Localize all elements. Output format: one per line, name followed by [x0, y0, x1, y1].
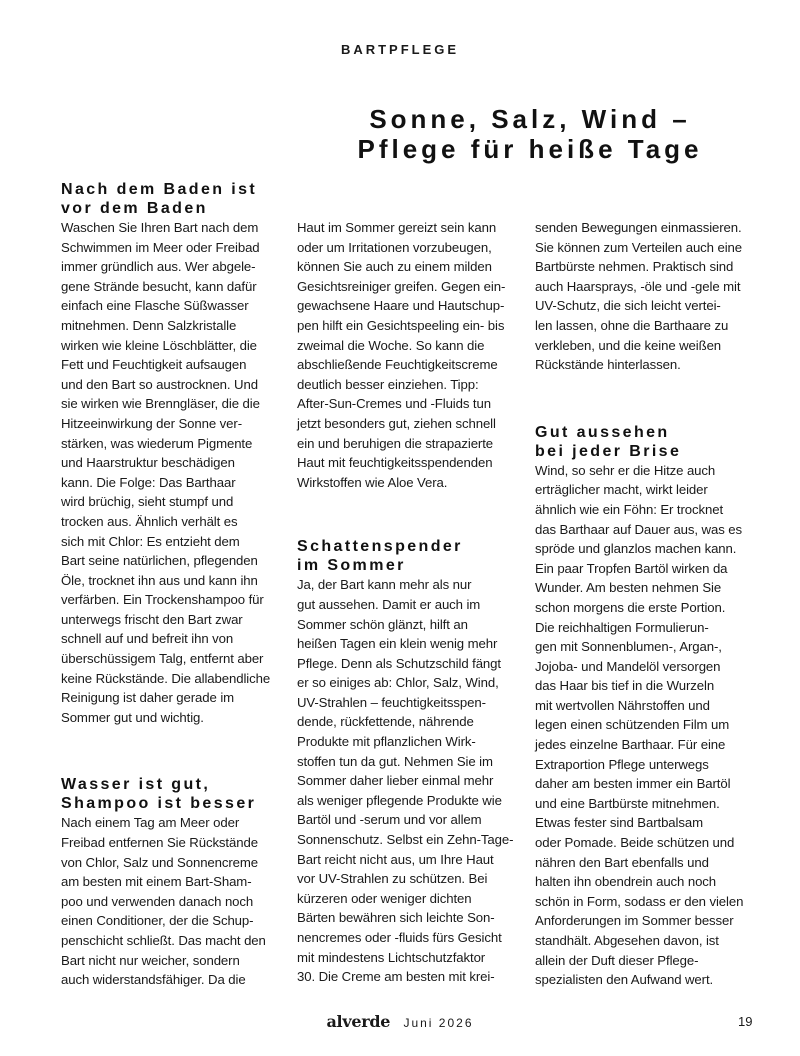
body-baden: Waschen Sie Ihren Bart nach dem Schwimmen im Meer oder Freibad immer gründlich aus. Wer abgele- gene Strände besucht, kann dafür einfach eine Flasche Süßwasser mitnehmen. Denn Salzkristalle wirken wie kleine Löschblätter, die Fett und Feuchtigkeit aufsaugen und den Bart so austrocknen. Und sie wirken wie Brenngläser, die die Hitzeeinwirkung der Sonne ver- stärken, was wiederum Pigmente und Haarstruktur beschädigen kann. Die Folge: Das Barthaar wird brüchig, sieht stumpf und trocken aus. Ähnlich verhält es sich mit Chlor: Es entzieht dem Bart seine natürlichen, pflegenden Öle, trocknet ihn aus und kann ihn verfärben. Ein Trockenshampoo für unterwegs frischt den Bart zwar schnell auf und befreit ihn von überschüssigem Talg, entfernt aber keine Rückstände. Die allabendliche Reinigung ist daher gerade im Sommer gut und wichtig.	[61, 220, 271, 725]
issue-date: Juni 2026	[403, 1016, 474, 1030]
subhead-brise: Gut aussehen bei jeder Brise	[535, 423, 682, 460]
subhead-wasser: Wasser ist gut, Shampoo ist besser	[61, 776, 257, 813]
page-footer	[0, 1012, 800, 1031]
headline-line-1: Sonne, Salz, Wind –	[369, 104, 691, 134]
body-wasser: Nach einem Tag am Meer oder Freibad entfernen Sie Rückstände von Chlor, Salz und Sonnencreme am besten mit einem Bart-Sham- poo und verwenden danach noch einen Conditioner, der die Schup- penschicht schließt. Das macht den Bart nicht nur weicher, sondern auch widerstandsfähiger. Da die	[61, 815, 266, 988]
body-brise: Wind, so sehr er die Hitze auch erträglicher macht, wirkt leider ähnlich wie ein Föhn: Er trocknet das Barthaar auf Dauer aus, was es spröde und glanzlos machen kann. Ein paar Tropfen Bartöl wirken da Wunder. Am besten nehmen Sie schon morgens die erste Portion. Die reichhaltigen Formulierun- gen mit Sonnenblumen-, Argan-, Jojoba- und Mandelöl versorgen das Haar bis tief in die Wurzeln mit wertvollen Nährstoffen und legen einen schützenden Film um jedes einzelne Barthaar. Für eine Extraportion Pflege unterwegs daher am besten immer ein Bartöl und eine Bartbürste mitnehmen. Etwas fester sind Bartbalsam oder Pomade. Beide schützen und nähren den Bart ebenfalls und halten ihn obendrein auch noch schön in Form, sodass er den vielen Anforderungen im Sommer besser standhält. Abgesehen davon, ist allein der Duft dieser Pflege- spezialisten den Aufwand wert.	[535, 462, 744, 988]
column-middle	[297, 218, 522, 987]
column-left	[61, 180, 286, 990]
body-col2-continued: Haut im Sommer gereizt sein kann oder um Irritationen vorzubeugen, können Sie auch zu einem milden Gesichtsreiniger greifen. Gegen ein- gewachsene Haare und Hautschup- pen hilft ein Gesichtspeeling ein- bis zweimal die Woche. So kann die abschließende Feuchtigkeitscreme deutlich besser einziehen. Tipp: After-Sun-Cremes und -Fluids tun jetzt besonders gut, ziehen schnell ein und beruhigen die strapazierte Haut mit feuchtigkeitsspendenden Wirkstoffen wie Aloe Vera.	[297, 220, 506, 490]
article-headline	[330, 104, 730, 164]
page-number: 19	[738, 1014, 753, 1029]
subhead-baden: Nach dem Baden ist vor dem Baden	[61, 181, 258, 217]
section-kicker: BARTPFLEGE	[340, 42, 460, 57]
body-col3-continued: senden Bewegungen einmassieren. Sie können zum Verteilen auch eine Bartbürste nehmen. Praktisch sind auch Haarsprays, -öle und -gele mit UV-Schutz, die sich leicht vertei- len lassen, ohne die Barthaare zu verkleben, und die keine weißen Rückstände hinterlassen.	[535, 220, 743, 373]
headline-line-2: Pflege für heiße Tage	[357, 134, 703, 164]
body-schatten: Ja, der Bart kann mehr als nur gut aussehen. Damit er auch im Sommer schön glänzt, hilft an heißen Tagen ein klein wenig mehr Pflege. Denn als Schutzschild fängt er so einiges ab: Chlor, Salz, Wind, UV-Strahlen – feuchtigkeitsspen- dende, rückfettende, nährende Produkte mit pflanzlichen Wirk- stoffen tun da gut. Nehmen Sie im Sommer daher lieber einmal mehr als weniger pflegende Produkte wie Bartöl und -serum und vor allem Sonnenschutz. Selbst ein Zehn-Tage- Bart reicht nicht aus, um Ihre Haut vor UV-Strahlen zu schützen. Bei kürzeren oder weniger dichten Bärten bewähren sich leichte Son- nencremes oder -fluids fürs Gesicht mit mindestens Lichtschutzfaktor 30. Die Creme am besten mit krei-	[297, 577, 514, 985]
subhead-schatten: Schattenspender im Sommer	[297, 538, 463, 575]
brand-logo: alverde	[326, 1012, 391, 1031]
column-right	[535, 218, 760, 990]
